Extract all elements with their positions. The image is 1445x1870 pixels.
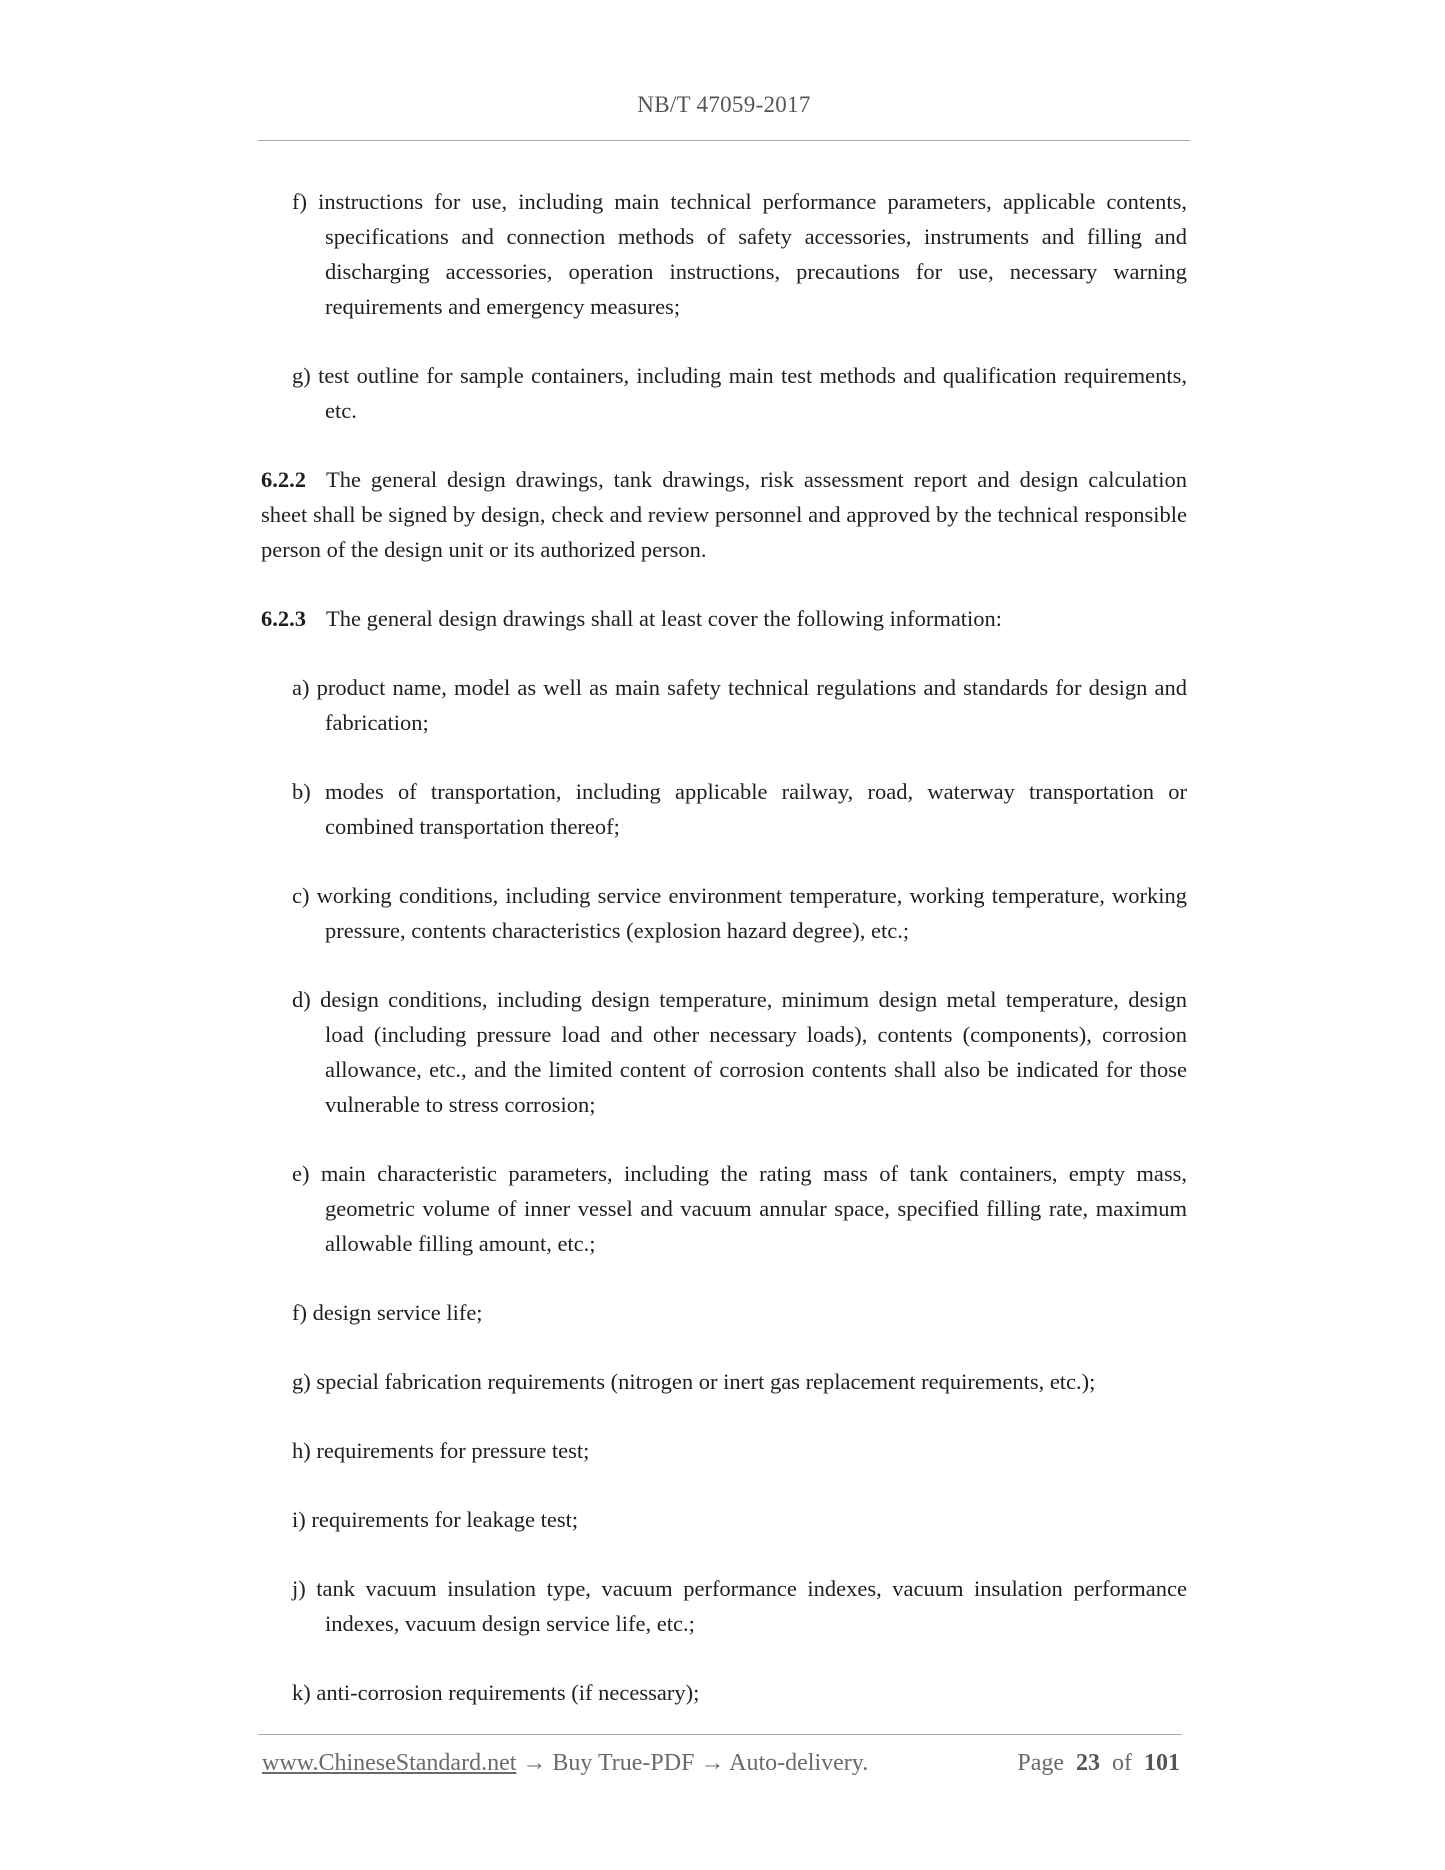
list-item-f-service-life [292, 1295, 1187, 1330]
list-item-c-working-conditions [292, 878, 1187, 948]
site-link[interactable]: www.ChineseStandard.net [262, 1750, 517, 1776]
list-item-j-vacuum-insulation [292, 1571, 1187, 1641]
list-text: test outline for sample containers, including main test methods and qualification requirements, etc. [318, 363, 1187, 423]
list-text: anti-corrosion requirements (if necessary); [316, 1680, 700, 1705]
list-marker: f) [292, 1300, 307, 1325]
list-text: product name, model as well as main safety technical regulations and standards for design and fabrication; [316, 675, 1187, 735]
buy-pdf-text: Buy True-PDF [552, 1750, 695, 1776]
list-marker: c) [292, 883, 310, 908]
list-marker: e) [292, 1161, 310, 1186]
list-marker: g) [292, 1369, 311, 1394]
list-text: working conditions, including service environment temperature, working temperature, working pressure, contents characteristics (explosion hazard degree), etc.; [316, 883, 1188, 943]
auto-delivery-text: Auto-delivery. [729, 1750, 869, 1776]
page-label: Page [1017, 1750, 1064, 1776]
header-divider [258, 140, 1190, 141]
arrow-right-icon: → [700, 1750, 725, 1776]
list-marker: b) [292, 779, 311, 804]
list-item-d-design-conditions [292, 982, 1187, 1122]
footer-divider [258, 1734, 1182, 1735]
list-text: instructions for use, including main technical performance parameters, applicable contents, specifications and connection methods of safety accessories, instruments and filling and discharging accessories, operation instructions, precautions for use, necessary warning requirements and emergency measures; [318, 189, 1187, 319]
list-text: main characteristic parameters, including the rating mass of tank containers, empty mass, geometric volume of inner vessel and vacuum annular space, specified filling rate, maximum allowable filling amount, etc.; [320, 1161, 1187, 1256]
page-number [1017, 1750, 1180, 1777]
clause-number: 6.2.3 [261, 606, 306, 631]
clause-text: The general design drawings shall at least cover the following information: [326, 606, 1003, 631]
list-marker: a) [292, 675, 310, 700]
footer-promo [262, 1750, 868, 1777]
list-item-f-instructions [292, 184, 1187, 324]
list-marker: g) [292, 363, 311, 388]
list-marker: f) [292, 189, 307, 214]
list-item-k-anti-corrosion [292, 1675, 1187, 1710]
list-marker: d) [292, 987, 311, 1012]
list-item-g-test-outline [292, 358, 1187, 428]
clause-text: The general design drawings, tank drawings, risk assessment report and design calculation sheet shall be signed by design, check and review personnel and approved by the technical responsible person of the design unit or its authorized person. [261, 467, 1187, 562]
list-marker: k) [292, 1680, 311, 1705]
list-text: requirements for leakage test; [311, 1507, 579, 1532]
list-marker: j) [292, 1576, 306, 1601]
list-text: design conditions, including design temperature, minimum design metal temperature, design load (including pressure load and other necessary loads), contents (components), corrosion allowance, etc., and the limited content of corrosion contents shall also be indicated for those vulnerable to stress corrosion; [320, 987, 1188, 1117]
list-item-b-transport-modes [292, 774, 1187, 844]
page-of: of [1112, 1750, 1132, 1776]
arrow-right-icon: → [522, 1750, 547, 1776]
clause-number: 6.2.2 [261, 467, 306, 492]
list-marker: i) [292, 1507, 306, 1532]
list-item-a-product-name [292, 670, 1187, 740]
list-text: design service life; [312, 1300, 483, 1325]
page-body [261, 184, 1187, 1744]
page-current: 23 [1076, 1750, 1100, 1776]
list-item-i-leakage-test [292, 1502, 1187, 1537]
clause-6-2-2 [261, 462, 1187, 567]
document-header-title: NB/T 47059-2017 [637, 92, 811, 117]
list-text: special fabrication requirements (nitrogen or inert gas replacement requirements, etc.); [316, 1369, 1096, 1394]
list-item-h-pressure-test [292, 1433, 1187, 1468]
list-item-g-fabrication [292, 1364, 1187, 1399]
list-marker: h) [292, 1438, 311, 1463]
page-total: 101 [1144, 1750, 1180, 1776]
list-text: requirements for pressure test; [316, 1438, 590, 1463]
list-text: modes of transportation, including applicable railway, road, waterway transportation or combined transportation thereof; [324, 779, 1187, 839]
list-item-e-parameters [292, 1156, 1187, 1261]
clause-6-2-3 [261, 601, 1187, 636]
list-text: tank vacuum insulation type, vacuum performance indexes, vacuum insulation performance indexes, vacuum design service life, etc.; [316, 1576, 1187, 1636]
